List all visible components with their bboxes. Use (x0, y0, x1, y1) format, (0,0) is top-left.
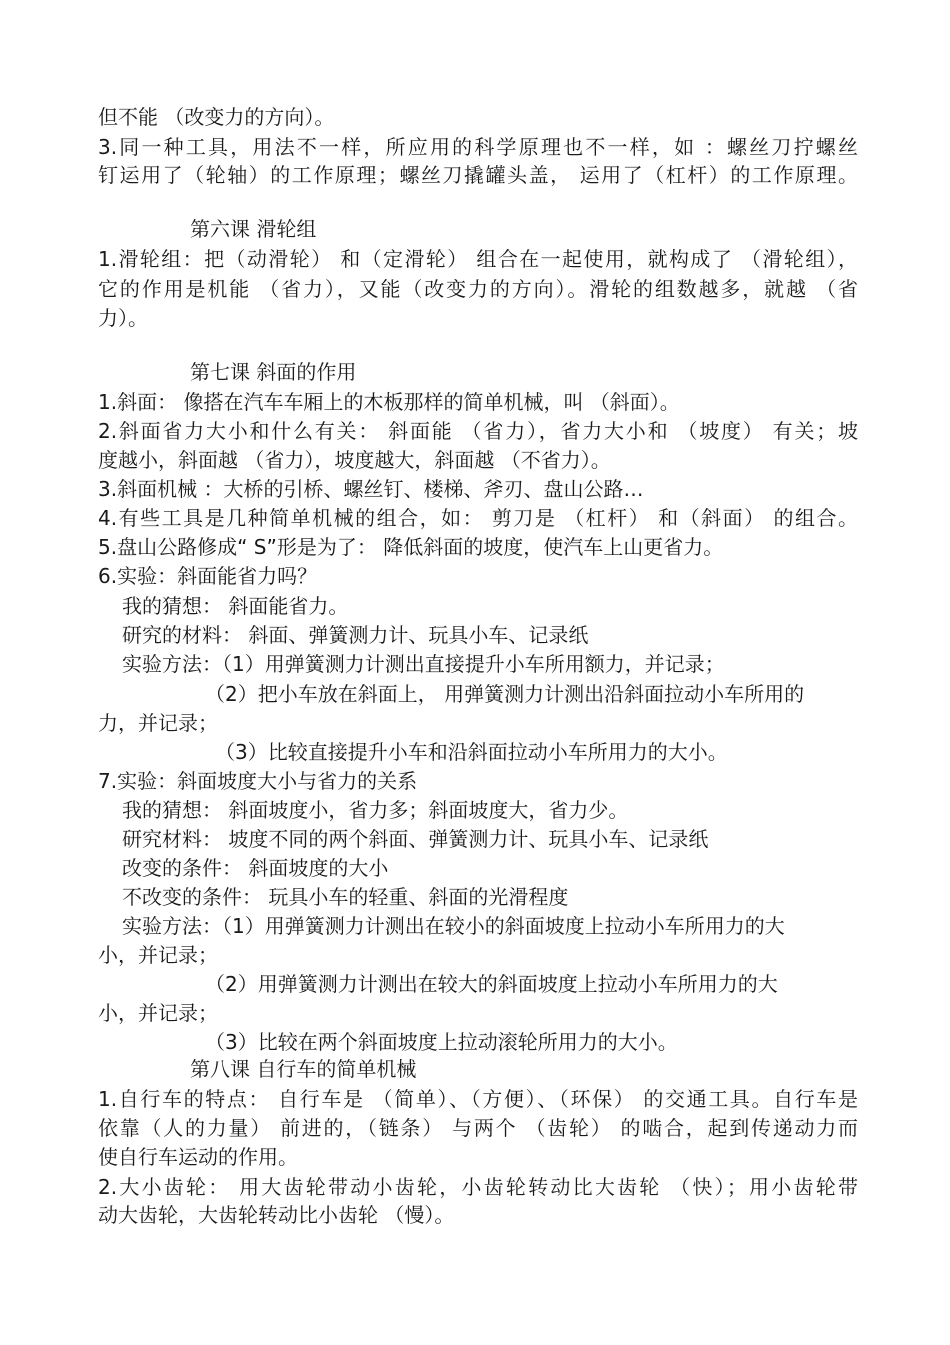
text-line: （3）比较直接提升小车和沿斜面拉动小车所用力的大小。 (215, 740, 728, 764)
text-line: 1.滑轮组：把（动滑轮） 和（定滑轮） 组合在一起使用，就构成了 （滑轮组）， (98, 247, 858, 271)
text-line: 但不能 （改变力的方向）。 (98, 105, 335, 129)
text-line: 度越小，斜面越 （省力），坡度越大，斜面越 （不省力）。 (98, 448, 611, 472)
text-line: 6.实验：斜面能省力吗？ (98, 564, 318, 588)
text-line: （2）用弹簧测力计测出在较大的斜面坡度上拉动小车所用力的大 (205, 972, 778, 996)
text-line: 实验方法：（1）用弹簧测力计测出在较小的斜面坡度上拉动小车所用力的大 (122, 914, 785, 938)
text-line: 实验方法：（1）用弹簧测力计测出直接提升小车所用额力，并记录； (122, 652, 725, 676)
lesson-heading: 第七课 斜面的作用 (190, 360, 357, 384)
text-line: 4.有些工具是几种简单机械的组合，如： 剪刀是 （杠杆） 和（斜面） 的组合。 (98, 506, 858, 530)
text-line: 5.盘山公路修成“ S”形是为了： 降低斜面的坡度，使汽车上山更省力。 (98, 535, 724, 559)
lesson-heading: 第八课 自行车的简单机械 (190, 1057, 417, 1081)
text-line: 小，并记录； (98, 943, 218, 967)
text-line: 钉运用了（轮轴）的工作原理；螺丝刀撬罐头盖， 运用了（杠杆）的工作原理。 (98, 163, 858, 187)
text-line: 我的猜想： 斜面能省力。 (122, 594, 349, 618)
text-line: 改变的条件： 斜面坡度的大小 (122, 856, 389, 880)
text-line: 2.大小齿轮： 用大齿轮带动小齿轮，小齿轮转动比大齿轮 （快）；用小齿轮带 (98, 1175, 858, 1199)
text-line: 小，并记录； (98, 1001, 218, 1025)
text-line: 7.实验：斜面坡度大小与省力的关系 (98, 769, 418, 793)
text-line: 3.同一种工具，用法不一样，所应用的科学原理也不一样，如 ：螺丝刀拧螺丝 (98, 135, 858, 159)
text-line: 1.自行车的特点： 自行车是 （简单）、（方便）、（环保） 的交通工具。自行车是 (98, 1087, 858, 1111)
text-line: 3.斜面机械 ：大桥的引桥、螺丝钉、楼梯、斧刃、盘山公路… (98, 477, 644, 501)
text-line: 力）。 (98, 306, 148, 330)
text-line: 使自行车运动的作用。 (98, 1145, 298, 1169)
text-line: （2）把小车放在斜面上， 用弹簧测力计测出沿斜面拉动小车所用的 (205, 682, 805, 706)
text-line: 它的作用是机能 （省力），又能（改变力的方向）。滑轮的组数越多，就越 （省 (98, 277, 858, 301)
text-line: 不改变的条件： 玩具小车的轻重、斜面的光滑程度 (122, 885, 569, 909)
lesson-heading: 第六课 滑轮组 (190, 217, 317, 241)
text-line: 研究材料： 坡度不同的两个斜面、弹簧测力计、玩具小车、记录纸 (122, 827, 709, 851)
text-line: 动大齿轮，大齿轮转动比小齿轮 （慢）。 (98, 1203, 455, 1227)
text-line: 1.斜面： 像搭在汽车车厢上的木板那样的简单机械，叫 （斜面）。 (98, 390, 680, 414)
text-line: 2.斜面省力大小和什么有关： 斜面能 （省力），省力大小和 （坡度） 有关；坡 (98, 419, 858, 443)
text-line: 力，并记录； (98, 711, 218, 735)
text-line: 研究的材料： 斜面、弹簧测力计、玩具小车、记录纸 (122, 623, 589, 647)
text-line: 我的猜想： 斜面坡度小，省力多；斜面坡度大，省力少。 (122, 798, 629, 822)
text-line: （3）比较在两个斜面坡度上拉动滚轮所用力的大小。 (205, 1030, 678, 1054)
text-line: 依靠（人的力量） 前进的，（链条） 与两个 （齿轮） 的啮合，起到传递动力而 (98, 1116, 858, 1140)
